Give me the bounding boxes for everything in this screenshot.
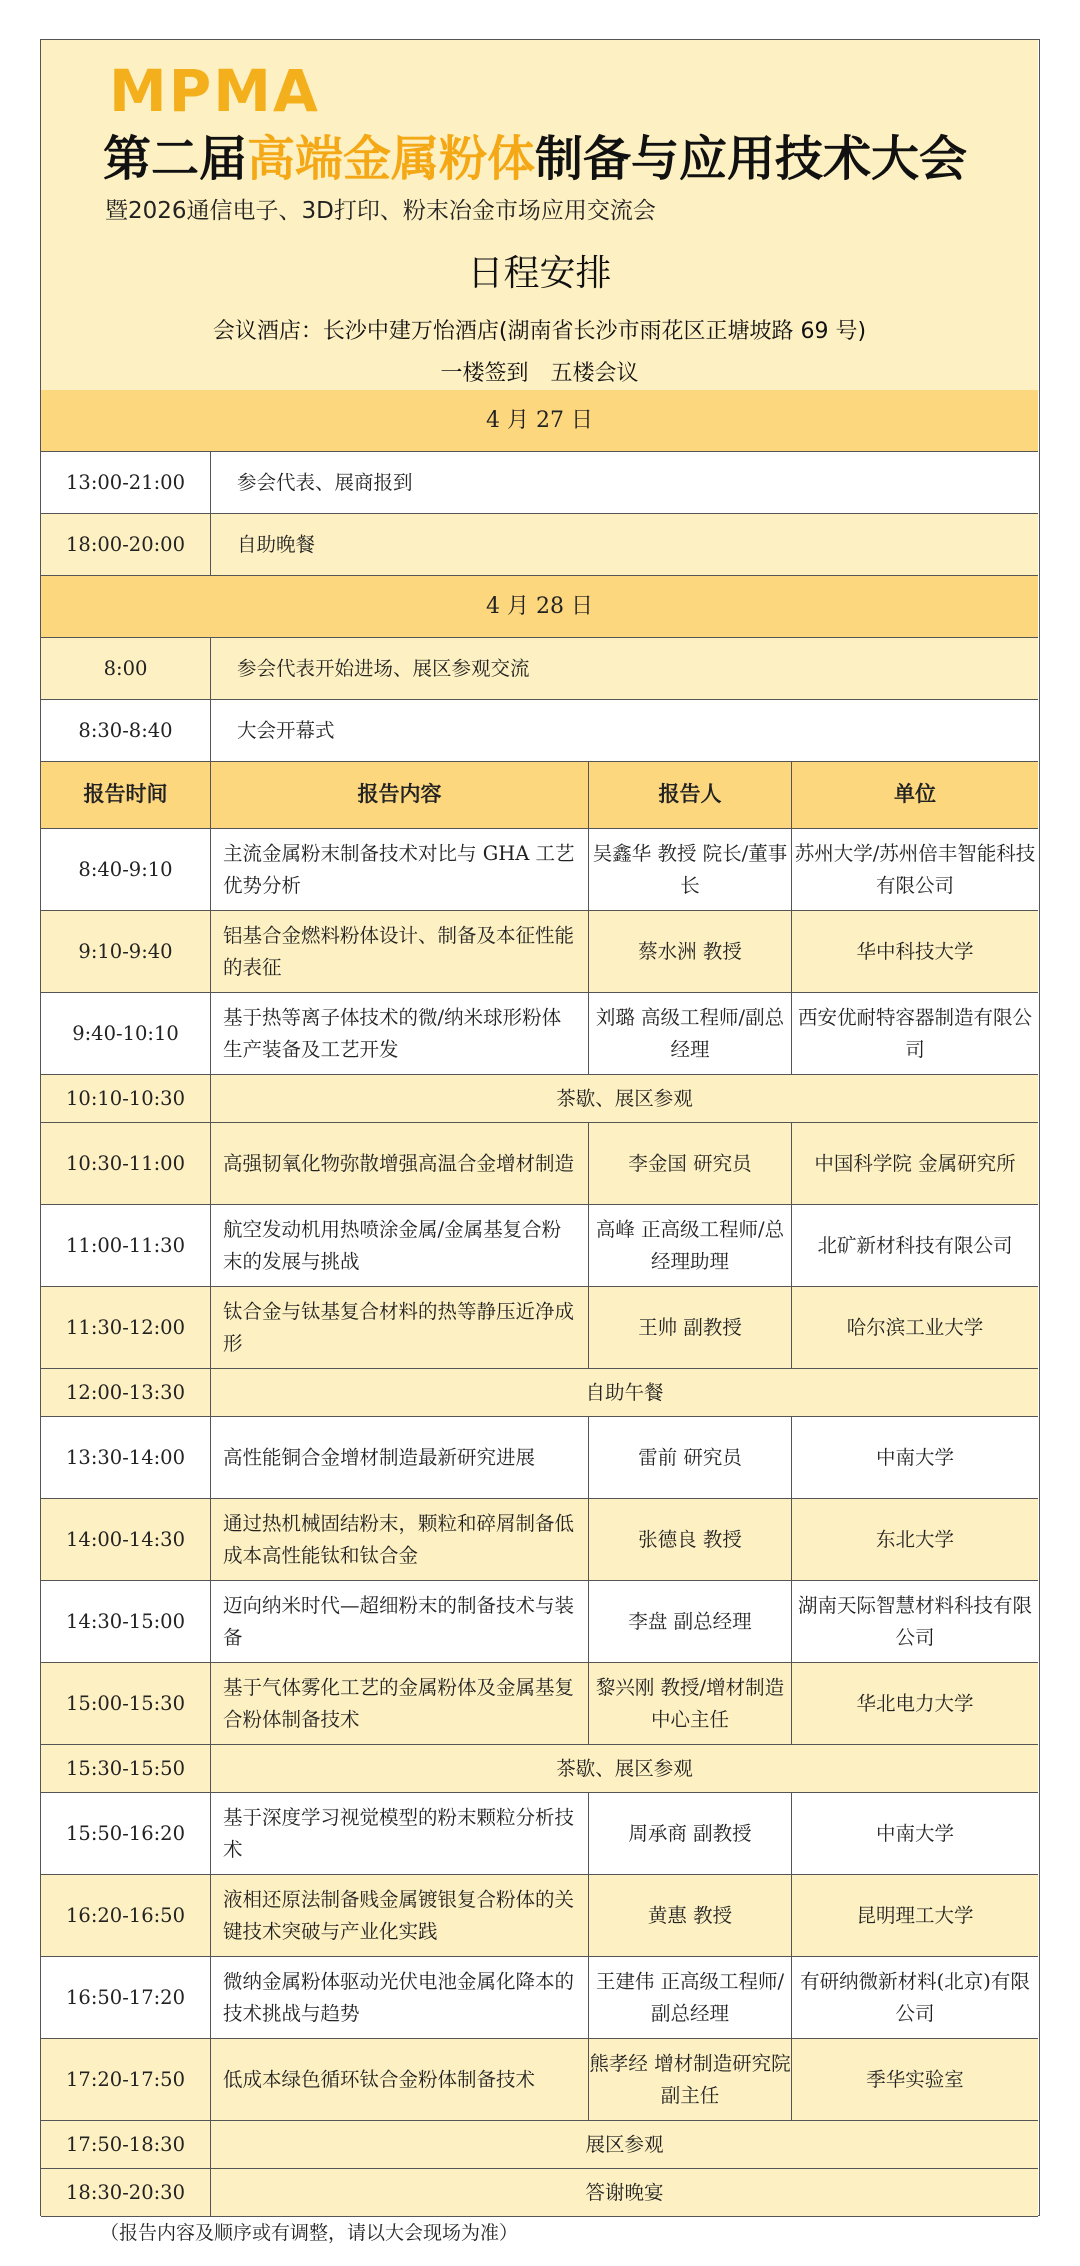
talk-title-cell: 低成本绿色循环钛合金粉体制备技术 (211, 2039, 589, 2120)
checkin-info: 一楼签到 五楼会议 (440, 361, 639, 386)
time-cell: 13:00-21:00 (41, 452, 211, 513)
break-row (41, 1745, 1038, 1793)
talk-title-cell: 迈向纳米时代—超细粉末的制备技术与装备 (211, 1581, 589, 1662)
time-cell: 16:50-17:20 (41, 1957, 211, 2038)
date-label: 4 月 28 日 (486, 593, 593, 619)
schedule-row (41, 638, 1038, 700)
unit-cell: 中南大学 (875, 1821, 954, 1845)
mpma-logo: MPMA (109, 57, 320, 125)
conference-title (103, 131, 968, 187)
time-cell: 10:30-11:00 (41, 1123, 211, 1204)
unit-cell: 有研纳微新材料(北京)有限公司 (800, 1970, 1030, 2025)
unit-cell: 湖南天际智慧材料科技有限公司 (797, 1594, 1032, 1649)
agenda-cell: 参会代表开始进场、展区参观交流 (237, 656, 530, 680)
date-row (41, 576, 1038, 638)
unit-cell: 北矿新材科技有限公司 (817, 1233, 1013, 1257)
speaker-cell: 黎兴刚 教授/增材制造中心主任 (589, 1663, 792, 1744)
time-cell: 15:30-15:50 (41, 1745, 211, 1792)
break-cell: 茶歇、展区参观 (556, 1756, 693, 1780)
unit-cell: 中国科学院 金属研究所 (814, 1151, 1016, 1175)
agenda-cell: 大会开幕式 (237, 718, 335, 742)
unit-cell: 东北大学 (875, 1527, 954, 1551)
unit-cell: 苏州大学/苏州倍丰智能科技有限公司 (794, 842, 1036, 897)
speaker-cell: 蔡水洲 教授 (589, 911, 792, 992)
conference-subtitle: 暨2026通信电子、3D打印、粉末冶金市场应用交流会 (105, 198, 656, 224)
talk-title-cell: 航空发动机用热喷涂金属/金属基复合粉末的发展与挑战 (211, 1205, 589, 1286)
unit-cell: 华中科技大学 (856, 939, 974, 963)
talk-row (41, 1417, 1038, 1499)
talk-row (41, 1875, 1038, 1957)
talk-title-cell: 微纳金属粉体驱动光伏电池金属化降本的技术挑战与趋势 (211, 1957, 589, 2038)
time-cell: 15:50-16:20 (41, 1793, 211, 1874)
time-cell: 10:10-10:30 (41, 1075, 211, 1122)
time-cell: 8:30-8:40 (41, 700, 211, 761)
talk-title-cell: 液相还原法制备贱金属镀银复合粉体的关键技术突破与产业化实践 (211, 1875, 589, 1956)
break-row (41, 1075, 1038, 1123)
speaker-cell: 李金国 研究员 (589, 1123, 792, 1204)
unit-cell: 西安优耐特容器制造有限公司 (797, 1006, 1032, 1061)
talk-title-cell: 基于热等离子体技术的微/纳米球形粉体生产装备及工艺开发 (211, 993, 589, 1074)
table-header-row (41, 762, 1038, 829)
time-cell: 12:00-13:30 (41, 1369, 211, 1416)
break-cell: 答谢晚宴 (585, 2180, 664, 2204)
speaker-cell: 李盘 副总经理 (589, 1581, 792, 1662)
schedule-frame (40, 39, 1040, 2216)
header-content: 报告内容 (211, 762, 589, 828)
talk-row (41, 1287, 1038, 1369)
schedule-row (41, 514, 1038, 576)
break-cell: 茶歇、展区参观 (556, 1086, 693, 1110)
speaker-cell: 周承商 副教授 (589, 1793, 792, 1874)
schedule-row (41, 452, 1038, 514)
talk-row (41, 1581, 1038, 1663)
schedule-title: 日程安排 (467, 253, 612, 294)
break-row (41, 2169, 1038, 2217)
header-speaker: 报告人 (589, 762, 792, 828)
title-part2: 制备与应用技术大会 (535, 131, 968, 187)
agenda-cell: 参会代表、展商报到 (237, 470, 413, 494)
talk-title-cell: 高强韧氧化物弥散增强高温合金增材制造 (211, 1123, 589, 1204)
time-cell: 13:30-14:00 (41, 1417, 211, 1498)
talk-row (41, 829, 1038, 911)
talk-title-cell: 钛合金与钛基复合材料的热等静压近净成形 (211, 1287, 589, 1368)
talk-row (41, 1663, 1038, 1745)
time-cell: 15:00-15:30 (41, 1663, 211, 1744)
speaker-cell: 刘璐 高级工程师/副总经理 (589, 993, 792, 1074)
time-cell: 16:20-16:50 (41, 1875, 211, 1956)
speaker-cell: 吴鑫华 教授 院长/董事长 (589, 829, 792, 910)
speaker-cell: 高峰 正高级工程师/总经理助理 (589, 1205, 792, 1286)
speaker-cell: 王帅 副教授 (589, 1287, 792, 1368)
talk-title-cell: 基于气体雾化工艺的金属粉体及金属基复合粉体制备技术 (211, 1663, 589, 1744)
talk-title-cell: 通过热机械固结粉末，颗粒和碎屑制备低成本高性能钛和钛合金 (211, 1499, 589, 1580)
time-cell: 14:00-14:30 (41, 1499, 211, 1580)
header-unit: 单位 (894, 782, 936, 807)
unit-cell: 昆明理工大学 (856, 1903, 974, 1927)
talk-row (41, 993, 1038, 1075)
unit-cell: 季华实验室 (866, 2067, 964, 2091)
unit-cell: 中南大学 (875, 1445, 954, 1469)
time-cell: 8:00 (41, 638, 211, 699)
time-cell: 18:00-20:00 (41, 514, 211, 575)
speaker-cell: 雷前 研究员 (589, 1417, 792, 1498)
header-time: 报告时间 (41, 762, 211, 828)
unit-cell: 哈尔滨工业大学 (846, 1315, 984, 1339)
talk-row (41, 1957, 1038, 2039)
time-cell: 11:00-11:30 (41, 1205, 211, 1286)
title-highlight: 高端金属粉体 (247, 131, 536, 187)
time-cell: 8:40-9:10 (41, 829, 211, 910)
break-row (41, 1369, 1038, 1417)
talk-row (41, 2039, 1038, 2121)
conference-header (41, 40, 1038, 391)
talk-row (41, 911, 1038, 993)
talk-row (41, 1499, 1038, 1581)
talk-title-cell: 铝基合金燃料粉体设计、制备及本征性能的表征 (211, 911, 589, 992)
time-cell: 14:30-15:00 (41, 1581, 211, 1662)
time-cell: 9:40-10:10 (41, 993, 211, 1074)
title-part1: 第二届 (103, 131, 248, 187)
speaker-cell: 黄惠 教授 (589, 1875, 792, 1956)
hotel-info: 会议酒店：长沙中建万怡酒店(湖南省长沙市雨花区正塘坡路 69 号) (212, 319, 867, 344)
date-row (41, 390, 1038, 452)
time-cell: 11:30-12:00 (41, 1287, 211, 1368)
footnote: （报告内容及顺序或有调整，请以大会现场为准） (100, 2222, 519, 2244)
break-cell: 展区参观 (585, 2132, 664, 2156)
time-cell: 18:30-20:30 (41, 2169, 211, 2216)
schedule-row (41, 700, 1038, 762)
unit-cell: 华北电力大学 (856, 1691, 974, 1715)
speaker-cell: 张德良 教授 (589, 1499, 792, 1580)
time-cell: 9:10-9:40 (41, 911, 211, 992)
talk-title-cell: 主流金属粉末制备技术对比与 GHA 工艺优势分析 (211, 829, 589, 910)
talk-title-cell: 基于深度学习视觉模型的粉末颗粒分析技术 (211, 1793, 589, 1874)
time-cell: 17:50-18:30 (41, 2121, 211, 2168)
talk-row (41, 1793, 1038, 1875)
speaker-cell: 王建伟 正高级工程师/副总经理 (589, 1957, 792, 2038)
time-cell: 17:20-17:50 (41, 2039, 211, 2120)
talk-row (41, 1205, 1038, 1287)
talk-row (41, 1123, 1038, 1205)
break-cell: 自助午餐 (585, 1380, 664, 1404)
agenda-cell: 自助晚餐 (237, 532, 316, 556)
talk-title-cell: 高性能铜合金增材制造最新研究进展 (211, 1417, 589, 1498)
speaker-cell: 熊孝经 增材制造研究院副主任 (589, 2039, 792, 2120)
break-row (41, 2121, 1038, 2169)
date-label: 4 月 27 日 (486, 407, 593, 433)
